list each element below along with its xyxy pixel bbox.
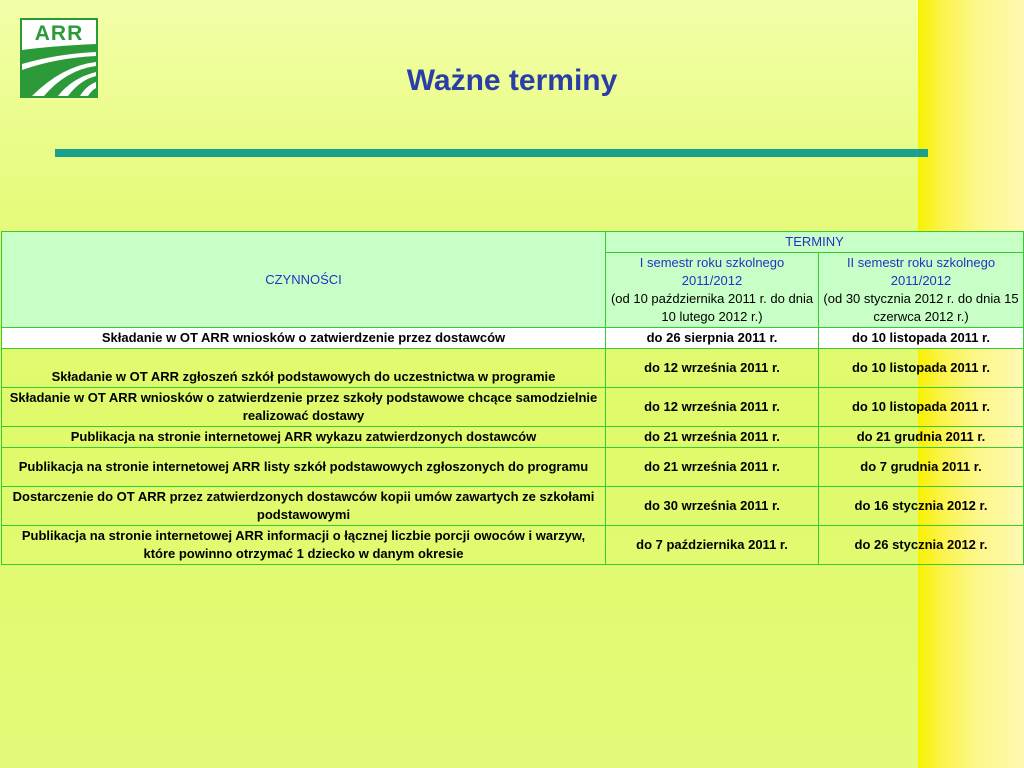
table-row	[2, 487, 1024, 526]
logo-text: ARR	[34, 22, 84, 45]
page-title-text: Ważne terminy	[406, 64, 618, 97]
semester-2-range: (od 30 stycznia 2012 r. do dnia 15 czerwca 2012 r.)	[823, 291, 1019, 324]
semester-2-date: do 21 grudnia 2011 r.	[819, 427, 1024, 448]
header-semester-1	[606, 253, 819, 328]
semester-2-date: do 16 stycznia 2012 r.	[819, 487, 1024, 526]
semester-1-date: do 12 września 2011 r.	[606, 349, 819, 388]
semester-1-title: I semestr roku szkolnego 2011/2012	[639, 255, 785, 288]
table-row	[2, 349, 1024, 388]
semester-1-date: do 26 sierpnia 2011 r.	[606, 328, 819, 349]
semester-2-date: do 26 stycznia 2012 r.	[819, 526, 1024, 565]
activity-cell: Składanie w OT ARR wniosków o zatwierdzenie przez szkoły podstawowe chcące samodzielnie realizować dostawy	[2, 388, 606, 427]
header-terms: TERMINY	[606, 232, 1024, 253]
semester-2-date: do 10 listopada 2011 r.	[819, 328, 1024, 349]
table-header-row-1	[2, 232, 1024, 253]
title-underline-bar	[55, 149, 928, 157]
activity-cell	[2, 349, 606, 388]
table-row	[2, 427, 1024, 448]
semester-1-date: do 12 września 2011 r.	[606, 388, 819, 427]
semester-2-date: do 10 listopada 2011 r.	[819, 349, 1024, 388]
table-row	[2, 388, 1024, 427]
table-row	[2, 448, 1024, 487]
table-row	[2, 526, 1024, 565]
semester-2-date: do 7 grudnia 2011 r.	[819, 448, 1024, 487]
semester-1-date: do 30 września 2011 r.	[606, 487, 819, 526]
semester-1-range: (od 10 października 2011 r. do dnia 10 lutego 2012 r.)	[610, 291, 814, 324]
activity-cell: Publikacja na stronie internetowej ARR wykazu zatwierdzonych dostawców	[2, 427, 606, 448]
semester-2-title: II semestr roku szkolnego 2011/2012	[846, 255, 996, 288]
table-row	[2, 328, 1024, 349]
activity-cell: Publikacja na stronie internetowej ARR informacji o łącznej liczbie porcji owoców i warzyw, które powinno otrzymać 1 dziecko w danym okresie	[2, 526, 606, 565]
semester-1-date: do 21 września 2011 r.	[606, 448, 819, 487]
activity-text: Składanie w OT ARR zgłoszeń szkół podstawowych do uczestnictwa w programie	[51, 369, 556, 384]
header-semester-2	[819, 253, 1024, 328]
semester-1-date: do 21 września 2011 r.	[606, 427, 819, 448]
semester-2-date: do 10 listopada 2011 r.	[819, 388, 1024, 427]
activity-cell: Dostarczenie do OT ARR przez zatwierdzonych dostawców kopii umów zawartych ze szkołami podstawowymi	[2, 487, 606, 526]
semester-1-date: do 7 października 2011 r.	[606, 526, 819, 565]
deadlines-table	[1, 231, 1024, 565]
activity-cell: Publikacja na stronie internetowej ARR listy szkół podstawowych zgłoszonych do programu	[2, 448, 606, 487]
header-activities: CZYNNOŚCI	[2, 232, 606, 328]
page-title	[0, 64, 1024, 98]
activity-cell: Składanie w OT ARR wniosków o zatwierdzenie przez dostawców	[2, 328, 606, 349]
